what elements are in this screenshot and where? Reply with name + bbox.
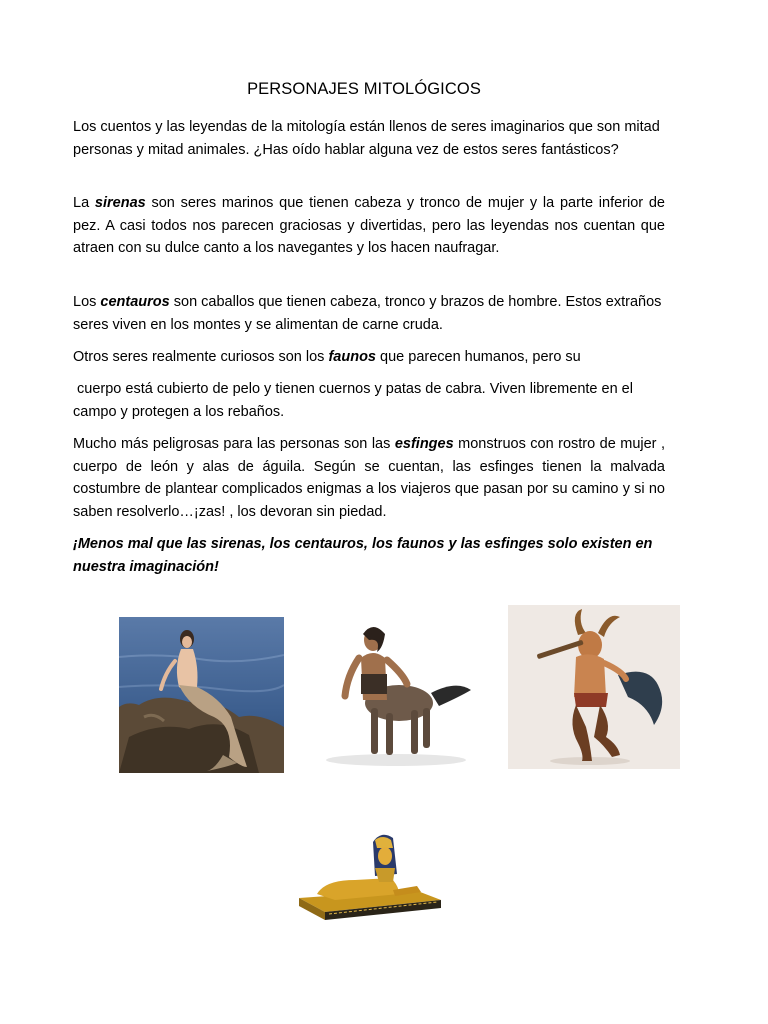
mermaid-image	[119, 617, 284, 773]
faunos-before: Otros seres realmente curiosos son los	[73, 349, 329, 365]
centauros-term: centauros	[100, 294, 170, 310]
sirenas-before: La	[73, 195, 95, 211]
faunos-continuation: cuerpo está cubierto de pelo y tienen cuernos y patas de cabra. Viven libremente en el campo y protegen a los rebaños.	[73, 381, 637, 420]
centauros-before: Los	[73, 294, 101, 310]
centauros-paragraph	[73, 291, 665, 336]
sirenas-paragraph	[73, 192, 665, 260]
esfinges-before: Mucho más peligrosas para las personas son las	[73, 436, 395, 452]
faunos-paragraph	[73, 346, 665, 369]
centaur-image	[311, 618, 478, 768]
sirenas-term: sirenas	[94, 195, 146, 211]
faunos-term: faunos	[328, 349, 376, 365]
intro-paragraph: Los cuentos y las leyendas de la mitología están llenos de seres imaginarios que son mitad personas y mitad animales. ¿Has oído hablar alguna vez de estos seres fantásticos?	[73, 119, 660, 158]
esfinges-after: monstruos con rostro de mujer , cuerpo de león y alas de águila. Según se cuentan, las esfinges tienen la malvada costumbre de plantear complicados enigmas a los viajeros que pasan por su camino y si no saben resolverlo…¡zas! , los devoran sin piedad.	[73, 436, 665, 520]
faunos-after: que parecen humanos, pero su	[376, 349, 581, 365]
sphinx-image	[295, 828, 442, 926]
closing-paragraph: ¡Menos mal que las sirenas, los centauros, los faunos y las esfinges solo existen en nuestra imaginación!	[73, 536, 653, 575]
page-title: PERSONAJES MITOLÓGICOS	[247, 80, 481, 98]
sirenas-after: son seres marinos que tienen cabeza y tronco de mujer y la parte inferior de pez. A casi todos nos parecen graciosas y divertidas, pero las leyendas nos cuentan que atraen con su dulce canto a los navegantes y los hacen naufragar.	[73, 195, 665, 256]
faun-image	[508, 605, 680, 769]
esfinges-paragraph	[73, 433, 665, 523]
esfinges-term: esfinges	[394, 436, 454, 452]
centauros-after: son caballos que tienen cabeza, tronco y brazos de hombre. Estos extraños seres viven en los montes y se alimentan de carne cruda.	[73, 294, 662, 333]
